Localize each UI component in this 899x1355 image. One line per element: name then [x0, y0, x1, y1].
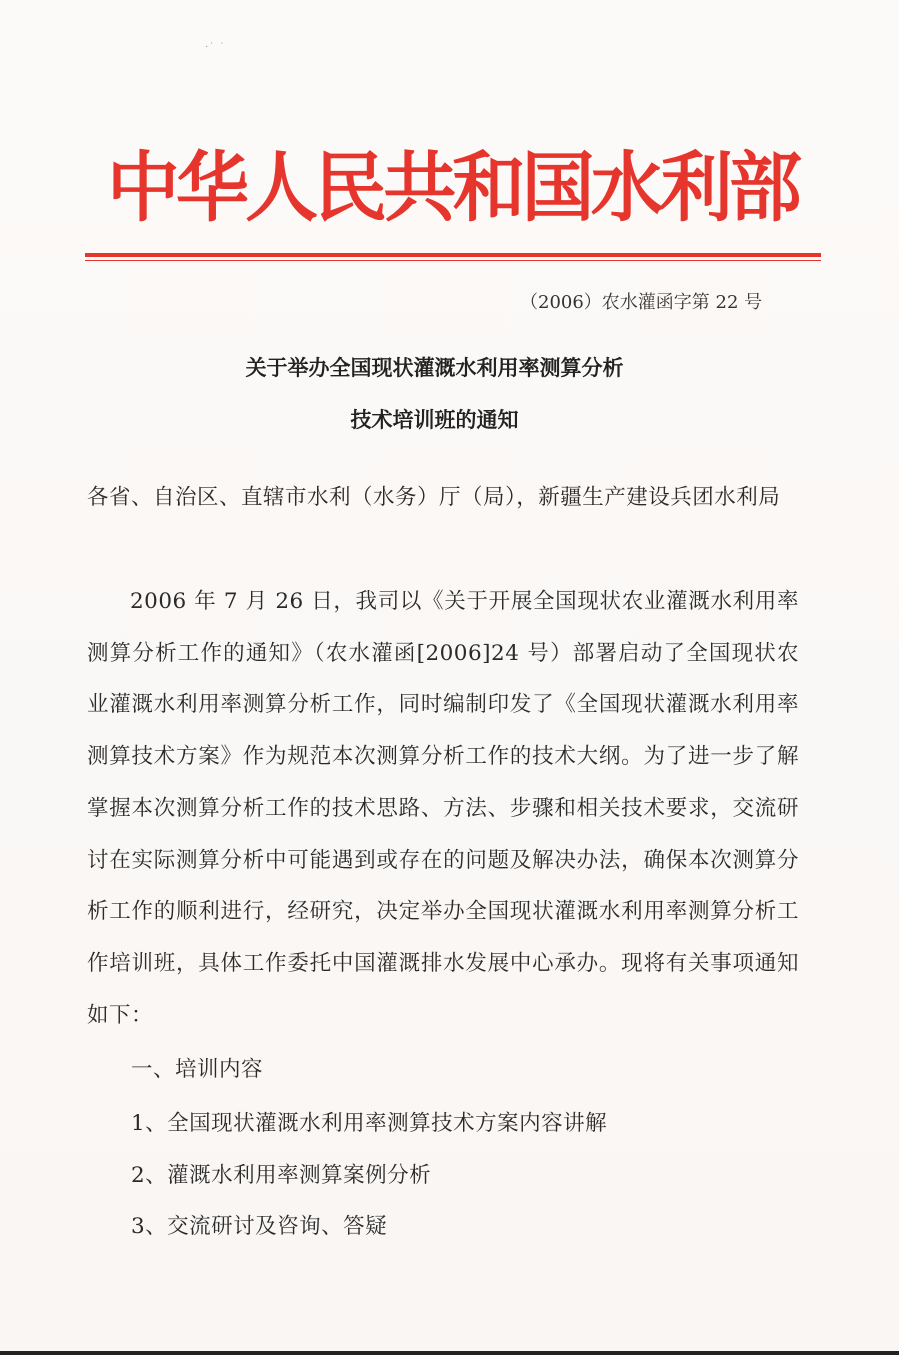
list-item: 2、灌溉水利用率测算案例分析: [131, 1163, 432, 1188]
scan-bottom-edge: [0, 1351, 899, 1355]
body-paragraph: 2006 年 7 月 26 日，我司以《关于开展全国现状农业灌溉水利用率测算分析工作的通知》（农水灌函[2006]24 号）部署启动了全国现状农业灌溉水利用率测算分析工作，同时编制印发了《全国现状灌溉水利用率测算技术方案》作为规范本次测算分析工作的技术大纲。为了进一步了解掌握本次测算分析工作的技术思路、方法、步骤和相关技术要求，交流研讨在实际测算分析中可能遇到或存在的问题及解决办法，确保本次测算分析工作的顺利进行，经研究，决定举办全国现状灌溉水利用率测算分析工作培训班，具体工作委托中国灌溉排水发展中心承办。现将有关事项通知如下：: [87, 589, 799, 1028]
list-item: 1、全国现状灌溉水利用率测算技术方案内容讲解: [131, 1111, 608, 1136]
document-title-line1: 关于举办全国现状灌溉水利用率测算分析: [245, 356, 624, 380]
letterhead-rule-thick: [85, 253, 821, 257]
list-item: 3、交流研讨及咨询、答疑: [131, 1214, 388, 1239]
addressee: 各省、自治区、直辖市水利（水务）厅（局），新疆生产建设兵团水利局: [87, 485, 781, 510]
letterhead-rule-thin: [85, 260, 821, 261]
section-heading: 一、培训内容: [131, 1057, 264, 1082]
scan-speck: ·˙ ˙: [205, 42, 226, 53]
document-number: （2006）农水灌函字第 22 号: [520, 292, 763, 313]
letterhead-title: 中华人民共和国水利部: [106, 143, 799, 232]
document-title-line2: 技术培训班的通知: [350, 408, 519, 432]
